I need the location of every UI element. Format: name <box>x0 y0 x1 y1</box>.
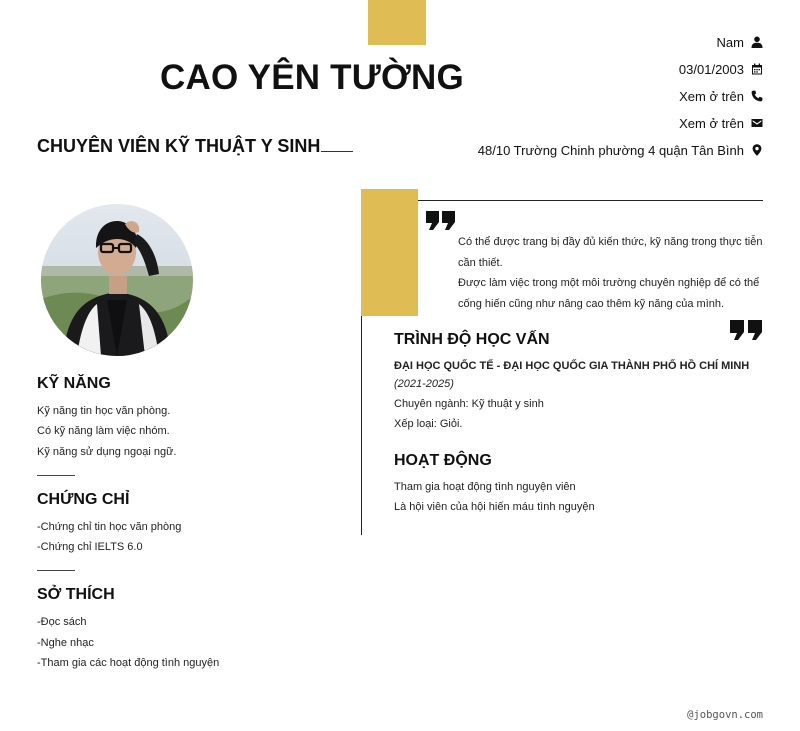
calendar-icon <box>751 63 763 75</box>
avatar <box>41 204 193 356</box>
skill-item: Có kỹ năng làm việc nhóm. <box>37 425 170 437</box>
activity-item: Tham gia hoạt động tình nguyện viên <box>394 481 576 493</box>
location-pin-icon <box>751 144 763 156</box>
objective-top-rule <box>418 200 763 201</box>
hobby-item: -Đọc sách <box>37 616 87 628</box>
job-title-text: CHUYÊN VIÊN KỸ THUẬT Y SINH <box>37 136 321 156</box>
education-school: ĐẠI HỌC QUỐC TẾ - ĐẠI HỌC QUỐC GIA THÀNH PHỐ HỒ CHÍ MINH <box>394 360 750 372</box>
job-title <box>37 136 353 157</box>
certificates-title: CHỨNG CHỈ <box>37 491 130 508</box>
objective-line-1: Có thể được trang bị đầy đủ kiến thức, kỹ năng trong thực tiễn cần thiết. <box>458 236 763 269</box>
job-title-underline <box>321 151 353 152</box>
top-accent-block <box>368 0 426 45</box>
skill-item: Kỹ năng tin học văn phòng. <box>37 405 171 417</box>
close-quote-icon <box>730 320 763 345</box>
watermark: @jobgovn.com <box>687 709 763 721</box>
education-title: TRÌNH ĐỘ HỌC VẤN <box>394 331 550 348</box>
user-icon <box>751 36 763 48</box>
quote-accent-block <box>361 189 418 316</box>
address-text: 48/10 Trường Chinh phường 4 quận Tân Bình <box>477 142 744 158</box>
contact-address <box>478 140 763 160</box>
birthdate-text: 03/01/2003 <box>678 61 744 77</box>
mail-icon <box>751 117 763 129</box>
contact-birthdate <box>679 59 763 79</box>
skill-item: Kỹ năng sử dụng ngoại ngữ. <box>37 446 177 458</box>
education-period: (2021-2025) <box>394 378 454 390</box>
contact-gender <box>717 32 763 52</box>
objective-line-2: Được làm việc trong một môi trường chuyên nghiệp để có thể cống hiến cũng như nâng cao thêm kỹ năng của mình. <box>458 277 760 310</box>
open-quote-icon <box>426 211 456 235</box>
certificate-item: -Chứng chỉ IELTS 6.0 <box>37 541 143 553</box>
hobby-item: -Nghe nhạc <box>37 637 94 649</box>
phone-icon <box>751 90 763 102</box>
candidate-name: CAO YÊN TƯỜNG <box>160 58 464 97</box>
email-text: Xem ở trên <box>679 115 744 131</box>
column-divider <box>361 316 362 535</box>
activity-item: Là hội viên của hội hiến máu tình nguyện <box>394 501 595 513</box>
education-major: Chuyên ngành: Kỹ thuật y sinh <box>394 398 544 410</box>
contact-phone <box>679 86 763 106</box>
certificate-item: -Chứng chỉ tin học văn phòng <box>37 521 182 533</box>
phone-text: Xem ở trên <box>679 88 744 104</box>
skills-title: KỸ NĂNG <box>37 375 111 392</box>
gender-text: Nam <box>716 34 744 50</box>
section-divider <box>37 475 75 476</box>
education-rank: Xếp loại: Giỏi. <box>394 418 463 430</box>
hobby-item: -Tham gia các hoạt động tình nguyện <box>37 657 220 669</box>
contact-email <box>679 113 763 133</box>
activities-title: HOẠT ĐỘNG <box>394 452 492 469</box>
section-divider <box>37 570 75 571</box>
hobbies-title: SỞ THÍCH <box>37 586 115 603</box>
